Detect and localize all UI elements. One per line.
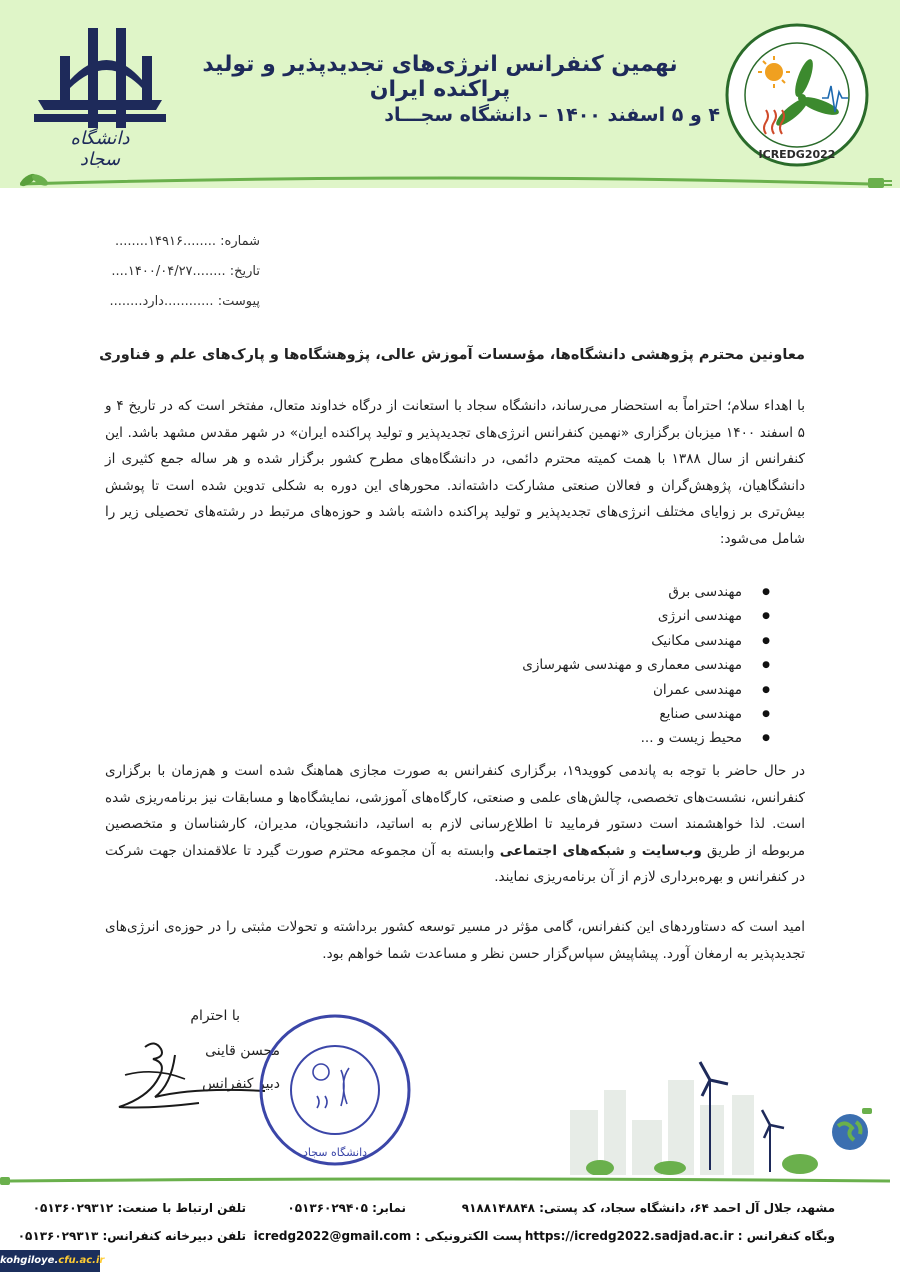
closing-salutation: با احترام	[190, 1008, 240, 1024]
icredg-conference-seal	[722, 20, 872, 170]
list-item: ● مهندسی صنایع	[522, 702, 770, 726]
conference-title: نهمین کنفرانس انرژی‌های تجدیدپذیر و تولید پراکنده ایران	[202, 52, 678, 102]
footer-email[interactable]: پست الکترونیکی : icredg2022@gmail.com	[253, 1229, 522, 1243]
sajjad-logo-text: دانشگاه سجاد	[70, 128, 130, 170]
conference-date-venue: ۴ و ۵ اسفند ۱۴۰۰ – دانشگاه سجـــاد	[384, 104, 720, 126]
footer-vine-decoration	[0, 1175, 900, 1189]
city-wind-turbines-illustration	[560, 1060, 880, 1175]
footer-secretariat-phone: تلفن دبیرخانه کنفرانس: ۰۵۱۳۶۰۲۹۳۱۳	[17, 1229, 246, 1243]
svg-text:دانشگاه سجاد: دانشگاه سجاد	[302, 1146, 368, 1159]
signer-name: محسن قاینی	[205, 1043, 280, 1059]
letter-date: تاریخ: ........۱۴۰۰/۰۴/۲۷....	[111, 264, 260, 279]
list-item: ● محیط زیست و ...	[522, 726, 770, 750]
list-item: ● مهندسی مکانیک	[522, 629, 770, 653]
footer-website[interactable]: وبگاه کنفرانس : https://icredg2022.sadjad.ac.ir	[524, 1229, 835, 1243]
letter-number: شماره: ........۱۴۹۱۶........	[114, 234, 260, 249]
source-watermark: kohgiloye.cfu.ac.ir	[0, 1250, 100, 1272]
fields-list	[522, 580, 770, 751]
list-item: ● مهندسی معماری و مهندسی شهرسازی	[522, 653, 770, 677]
footer-industry-phone: تلفن ارتباط با صنعت: ۰۵۱۳۶۰۲۹۳۱۲	[32, 1201, 246, 1215]
list-item: ● مهندسی عمران	[522, 678, 770, 702]
footer-fax: نمابر: ۰۵۱۳۶۰۲۹۴۰۵	[287, 1201, 406, 1215]
list-item: ● مهندسی انرژی	[522, 604, 770, 628]
signer-title: دبیر کنفرانس	[202, 1076, 280, 1092]
letter-attachment: پیوست: ............دارد........	[109, 294, 260, 309]
social-networks-emphasis: شبکه‌های اجتماعی	[499, 842, 625, 859]
svg-text:ICREDG2022: ICREDG2022	[758, 148, 836, 161]
list-item: ● مهندسی برق	[522, 580, 770, 604]
website-emphasis: وب‌سایت	[641, 842, 702, 859]
header-vine-decoration	[0, 170, 900, 200]
letter-paragraph-3: امید است که دستاوردهای این کنفرانس، گامی مؤثر در مسیر توسعه کشور برداشته و تحولات مثبتی را در حوزه‌ی انرژی‌های تجدیدپذیر به ارمغان آورد. پیشاپیش سپاس‌گزار حسن نظر و مساعدت شما خواهم بود.	[105, 919, 805, 962]
conference-stamp	[255, 1010, 415, 1170]
letter-addressee: معاونین محترم پژوهشی دانشگاه‌ها، مؤسسات آموزش عالی، پژوهشگاه‌ها و پارک‌های علم و فناوری	[99, 347, 805, 363]
footer-address: مشهد، جلال آل احمد ۶۴، دانشگاه سجاد، کد پستی: ۹۱۸۸۱۴۸۸۴۸	[461, 1201, 835, 1215]
letter-paragraph-2: در حال حاضر با توجه به پاندمی کووید۱۹، برگزاری کنفرانس به صورت مجازی هماهنگ شده است و هم‌زمان با برگزاری کنفرانس، نشست‌های تخصصی، چالش‌های علمی و صنعتی، کارگاه‌های آموزشی، نمایشگاه‌ها و مسابقات نیز برنامه‌ریزی شده است. لذا خواهشمند است دستور فرمایید تا اطلاع‌رسانی لازم به اساتید، دانشجویان، مدیران، کارشناسان و متخصصین مربوطه از طریق وب‌سایت و شبکه‌های اجتماعی وابسته به آن مجموعه محترم صورت گیرد تا علاقمندان جهت شرکت در کنفرانس و بهره‌برداری لازم از آن برنامه‌ریزی نمایند.	[105, 763, 806, 885]
letter-paragraph-1: با اهداء سلام؛ احتراماً به استحضار می‌رساند، دانشگاه سجاد با استعانت از درگاه خداوند متعال، مفتخر است که در تاریخ ۴ و ۵ اسفند ۱۴۰۰ میزبان برگزاری «نهمین کنفرانس انرژی‌های تجدیدپذیر و تولید پراکنده ایران» در شهر مقدس مشهد باشد. این کنفرانس از سال ۱۳۸۸ با همت کمیته محترم دائمی، در دانشگاه‌های مطرح کشور برگزار شده و هر ساله جمع کثیری از دانشگاهیان، پژوهش‌گران و فعالان صنعتی مشارکت داشته‌اند. محورهای این دوره به شکلی تدوین شده است تا پوشش بیش‌تری بر زوایای مختلف انرژی‌های تجدیدپذیر و تولید پراکنده داشته باشد و حوزه‌های مرتبط در رشته‌های تحصیلی زیر را شامل می‌شود:	[105, 398, 806, 547]
